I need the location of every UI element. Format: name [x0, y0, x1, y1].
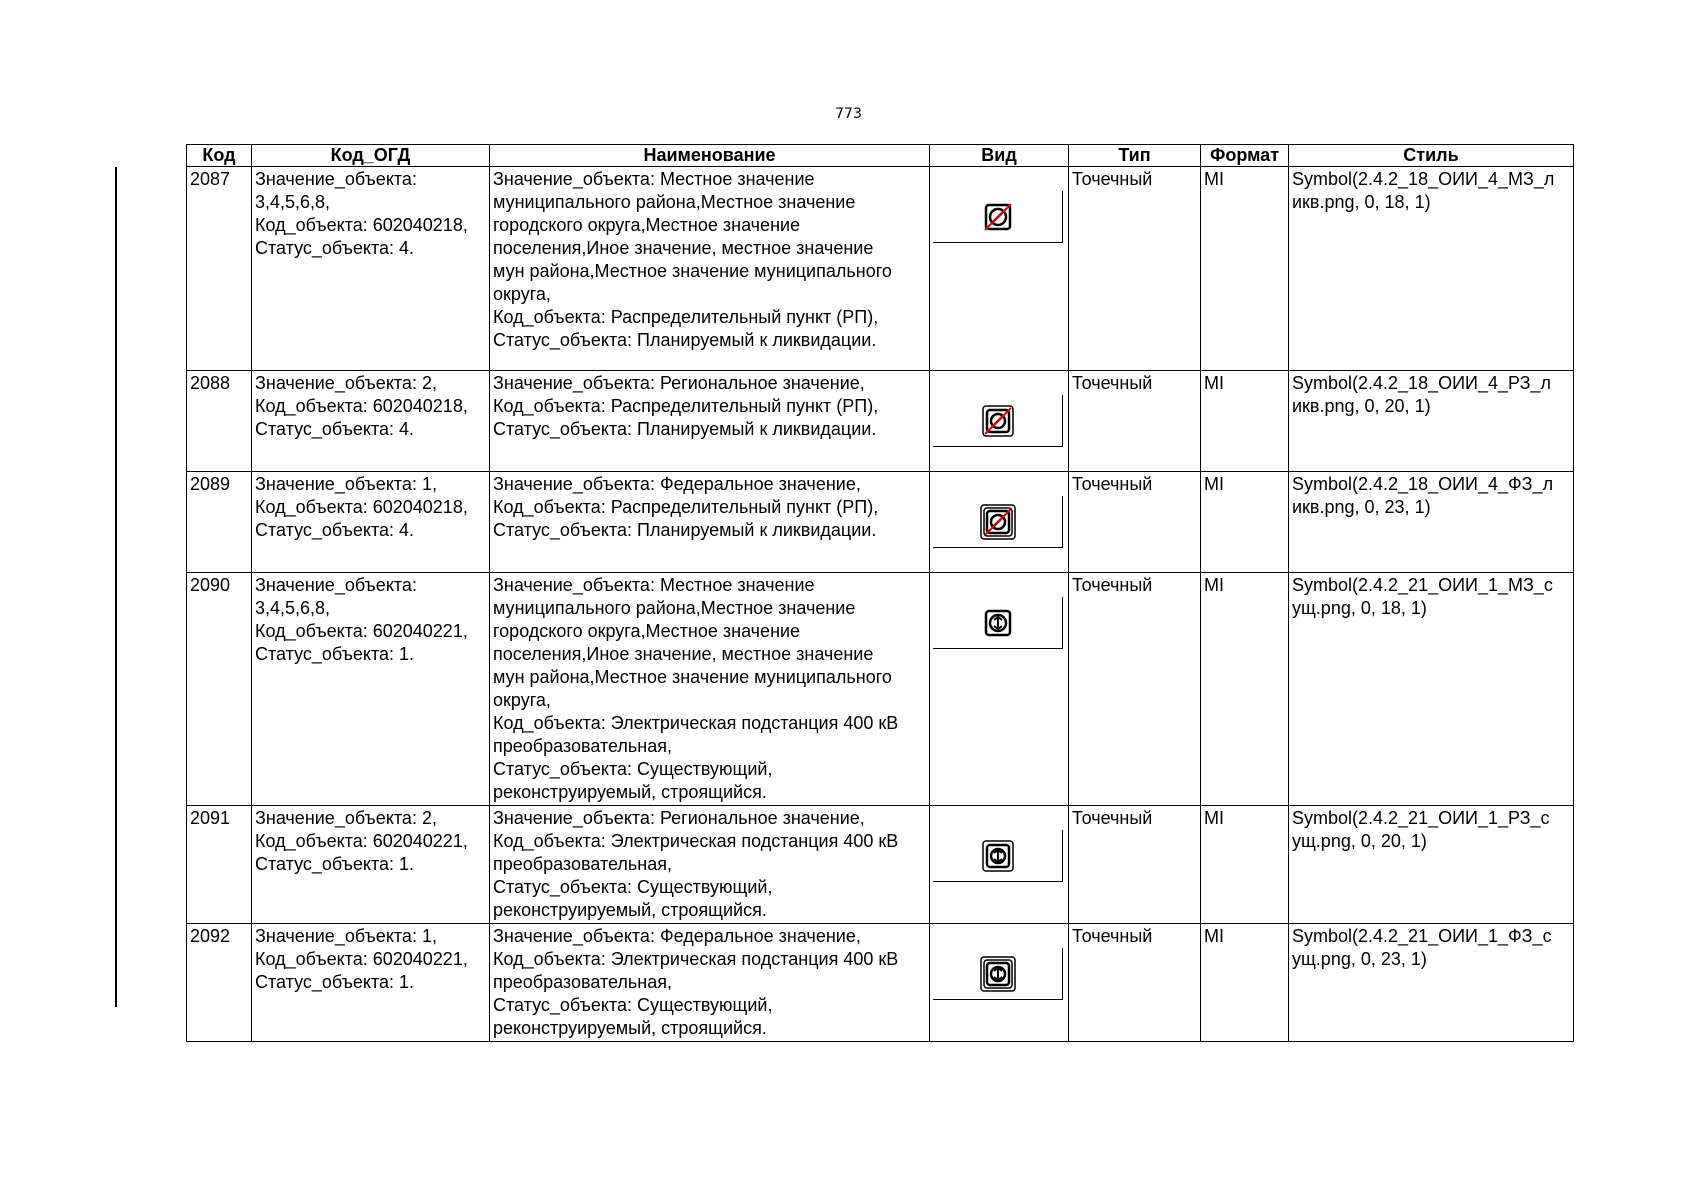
cell-view — [930, 472, 1069, 573]
cell-name: Значение_объекта: Региональное значение, Код_объекта: Распределительный пункт (РП), Статус_объекта: Планируемый к ликвидации. — [490, 371, 930, 472]
cell-code: 2092 — [187, 924, 252, 1042]
cell-type: Точечный — [1069, 924, 1201, 1042]
cell-ogd: Значение_объекта: 1, Код_объекта: 602040218, Статус_объекта: 4. — [252, 472, 490, 573]
header-code: Код — [187, 145, 252, 167]
header-view: Вид — [930, 145, 1069, 167]
header-ogd: Код_ОГД — [252, 145, 490, 167]
cell-format: MI — [1201, 167, 1289, 371]
cell-name: Значение_объекта: Федеральное значение, Код_объекта: Электрическая подстанция 400 кВ преобразовательная, Статус_объекта: Существующий, реконструируемый, строящийся. — [490, 924, 930, 1042]
distribution-point-liquidation-local-icon — [933, 191, 1063, 243]
cell-view — [930, 167, 1069, 371]
cell-view — [930, 806, 1069, 924]
cell-code: 2088 — [187, 371, 252, 472]
margin-line — [115, 167, 117, 1007]
cell-type: Точечный — [1069, 573, 1201, 806]
header-format: Формат — [1201, 145, 1289, 167]
distribution-point-liquidation-federal-icon — [933, 496, 1063, 548]
substation-400kv-existing-local-icon — [933, 597, 1063, 649]
cell-name: Значение_объекта: Местное значение муниципального района,Местное значение городского округа,Местное значение поселения,Иное значение, местное значение мун района,Местное значение муниципального округа, Код_объекта: Распределительный пункт (РП), Статус_объекта: Планируемый к ликвидации. — [490, 167, 930, 371]
cell-type: Точечный — [1069, 472, 1201, 573]
cell-ogd: Значение_объекта: 2, Код_объекта: 602040218, Статус_объекта: 4. — [252, 371, 490, 472]
substation-400kv-existing-regional-icon — [933, 830, 1063, 882]
header-name: Наименование — [490, 145, 930, 167]
cell-style: Symbol(2.4.2_21_ОИИ_1_РЗ_с ущ.png, 0, 20, 1) — [1289, 806, 1574, 924]
cell-code: 2087 — [187, 167, 252, 371]
cell-format: MI — [1201, 472, 1289, 573]
cell-code: 2089 — [187, 472, 252, 573]
table-header-row — [187, 145, 1574, 167]
cell-name: Значение_объекта: Региональное значение, Код_объекта: Электрическая подстанция 400 кВ преобразовательная, Статус_объекта: Существующий, реконструируемый, строящийся. — [490, 806, 930, 924]
table-row — [187, 924, 1574, 1042]
page-number: 773 — [835, 106, 862, 122]
cell-type: Точечный — [1069, 806, 1201, 924]
cell-style: Symbol(2.4.2_21_ОИИ_1_МЗ_с ущ.png, 0, 18, 1) — [1289, 573, 1574, 806]
cell-view — [930, 924, 1069, 1042]
cell-format: MI — [1201, 371, 1289, 472]
cell-style: Symbol(2.4.2_18_ОИИ_4_ФЗ_л икв.png, 0, 23, 1) — [1289, 472, 1574, 573]
cell-format: MI — [1201, 924, 1289, 1042]
cell-style: Symbol(2.4.2_18_ОИИ_4_РЗ_л икв.png, 0, 20, 1) — [1289, 371, 1574, 472]
cell-name: Значение_объекта: Федеральное значение, Код_объекта: Распределительный пункт (РП), Статус_объекта: Планируемый к ликвидации. — [490, 472, 930, 573]
table-row — [187, 371, 1574, 472]
cell-view — [930, 371, 1069, 472]
table-row — [187, 472, 1574, 573]
distribution-point-liquidation-regional-icon — [933, 395, 1063, 447]
symbol-registry-table — [186, 144, 1574, 1042]
header-type: Тип — [1069, 145, 1201, 167]
cell-ogd: Значение_объекта: 3,4,5,6,8, Код_объекта: 602040218, Статус_объекта: 4. — [252, 167, 490, 371]
table-row — [187, 806, 1574, 924]
cell-type: Точечный — [1069, 167, 1201, 371]
cell-format: MI — [1201, 806, 1289, 924]
table-row — [187, 167, 1574, 371]
cell-style: Symbol(2.4.2_18_ОИИ_4_МЗ_л икв.png, 0, 18, 1) — [1289, 167, 1574, 371]
cell-ogd: Значение_объекта: 2, Код_объекта: 602040221, Статус_объекта: 1. — [252, 806, 490, 924]
cell-format: MI — [1201, 573, 1289, 806]
cell-view — [930, 573, 1069, 806]
substation-400kv-existing-federal-icon — [933, 948, 1063, 1000]
cell-style: Symbol(2.4.2_21_ОИИ_1_ФЗ_с ущ.png, 0, 23, 1) — [1289, 924, 1574, 1042]
cell-ogd: Значение_объекта: 1, Код_объекта: 602040221, Статус_объекта: 1. — [252, 924, 490, 1042]
cell-code: 2090 — [187, 573, 252, 806]
cell-type: Точечный — [1069, 371, 1201, 472]
cell-name: Значение_объекта: Местное значение муниципального района,Местное значение городского округа,Местное значение поселения,Иное значение, местное значение мун района,Местное значение муниципального округа, Код_объекта: Электрическая подстанция 400 кВ преобразовательная, Статус_объекта: Существующий, реконструируемый, строящийся. — [490, 573, 930, 806]
cell-ogd: Значение_объекта: 3,4,5,6,8, Код_объекта: 602040221, Статус_объекта: 1. — [252, 573, 490, 806]
cell-code: 2091 — [187, 806, 252, 924]
table-row — [187, 573, 1574, 806]
header-style: Стиль — [1289, 145, 1574, 167]
